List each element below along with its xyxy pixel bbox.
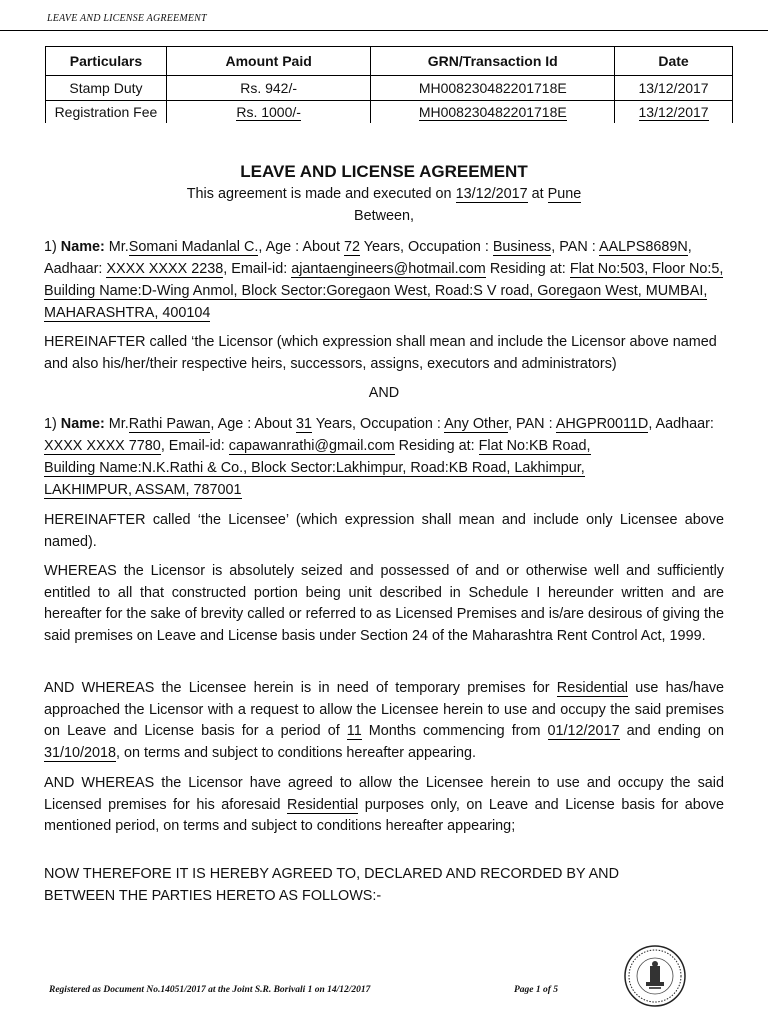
licensor-age: 72 <box>344 239 361 255</box>
table-cell: Rs. 942/- <box>166 76 371 101</box>
now-therefore-line: NOW THEREFORE IT IS HEREBY AGREED TO, DECLARED AND RECORDED BY AND <box>44 866 619 882</box>
table-cell: Stamp Duty <box>46 76 167 101</box>
running-header: LEAVE AND LICENSE AGREEMENT <box>47 13 207 24</box>
licensor-occupation: Business <box>492 239 552 255</box>
licensee-aadhaar: XXXX XXXX 7780 <box>44 438 161 454</box>
licensor-email: ajantaengineers@hotmail.com <box>291 261 486 277</box>
clause-text: purposes only, on Leave and License basis for above mentioned period, on terms and subject to conditions hereafter appearing; <box>44 796 725 834</box>
pan-label: , PAN : <box>551 239 596 255</box>
licensee-pan: AHGPR0011D <box>555 416 649 432</box>
occupation-label: Years, Occupation : <box>363 239 489 255</box>
start-date: 01/12/2017 <box>547 723 620 739</box>
licensee-block <box>44 413 724 501</box>
intro-line <box>44 184 724 206</box>
column-header: Amount Paid <box>166 47 371 76</box>
agreement-title: LEAVE AND LICENSE AGREEMENT <box>240 162 528 181</box>
whereas-clause-1: WHEREAS the Licensor is absolutely seized and possessed of and or otherwise well and sufficiently entitled to all that constructed portion being unit described in Schedule I hereunder written and are hereafter for the sake of brevity called or referred to as Licensed Premises and is/are desirous of giving the said premises on Leave and License basis under Section 24 of the Maharashtra Rent Control Act, 1999. <box>44 563 724 644</box>
table-cell-value: Rs. 1000/- <box>236 104 301 120</box>
column-header: Particulars <box>46 47 167 76</box>
email-label: , Email-id: <box>223 261 288 277</box>
licensee-age: 31 <box>296 416 313 432</box>
intro-prefix: This agreement is made and executed on <box>186 186 452 202</box>
now-therefore-line: BETWEEN THE PARTIES HERETO AS FOLLOWS:- <box>44 887 382 904</box>
licensor-pan: AALPS8689N <box>598 239 688 255</box>
name-label: Name: <box>60 239 105 255</box>
license-period: 11 <box>346 723 362 739</box>
name-label: Name: <box>60 416 105 432</box>
residing-label: Residing at: <box>489 261 566 277</box>
table-cell <box>166 101 371 124</box>
table-row <box>46 76 733 101</box>
clause-text: AND WHEREAS the Licensor have agreed to allow the Licensee herein to use and occupy the said Licensed premises for his aforesaid <box>44 775 724 813</box>
between-label: Between, <box>353 208 414 224</box>
clause-text: use has/have approached the Licensor with a request to allow the Licensee herein to use and occupy the said premises on Leave and License basis for a period of <box>44 680 725 739</box>
table-cell-value: MH008230482201718E <box>418 104 567 120</box>
licensee-address-line: Flat No:KB Road, <box>478 438 591 454</box>
licensee-occupation: Any Other <box>444 416 509 432</box>
party-number: 1) <box>44 239 57 255</box>
aadhaar-label: , Aadhaar: <box>44 239 692 277</box>
party-number: 1) <box>44 416 57 432</box>
clause-text: , on terms and subject to conditions hereafter appearing. <box>116 744 477 761</box>
email-label: , Email-id: <box>160 438 225 454</box>
now-therefore <box>44 864 724 907</box>
name-title: Mr. <box>108 416 129 432</box>
and-label: AND <box>368 385 400 401</box>
end-date: 31/10/2018 <box>44 744 117 761</box>
purpose: Residential <box>287 796 359 813</box>
licensee-name: Rathi Pawan <box>128 416 211 432</box>
clause-text: Months commencing from <box>368 723 541 739</box>
licensor-address: Flat No:503, Floor No:5, Building Name:D-Wing Anmol, Block Sector:Goregaon West, Road:S V road, Goregaon West, MUMBAI, MAHARASHTRA, 400104 <box>44 261 724 321</box>
licensor-name: Somani Madanlal C. <box>128 239 259 255</box>
whereas-clause-3 <box>44 773 724 838</box>
name-title: Mr. <box>108 239 129 255</box>
table-cell: 13/12/2017 <box>615 76 733 101</box>
pan-label: , PAN : <box>508 416 553 432</box>
page-number: Page 1 of 5 <box>514 985 559 995</box>
occupation-label: Years, Occupation : <box>315 416 441 432</box>
aadhaar-label: , Aadhaar: <box>648 416 714 432</box>
whereas-clause-2 <box>44 678 724 764</box>
age-label: , Age : About <box>210 416 293 432</box>
table-cell: MH008230482201718E <box>371 76 615 101</box>
licensee-address-line: Building Name:N.K.Rathi & Co., Block Sector:Lakhimpur, Road:KB Road, Lakhimpur, <box>44 460 585 476</box>
age-label: , Age : About <box>258 239 340 255</box>
column-header: GRN/Transaction Id <box>371 47 615 76</box>
at-word: at <box>531 186 544 202</box>
clause-text: and ending on <box>626 723 724 739</box>
exec-place: Pune <box>547 186 582 202</box>
exec-date: 13/12/2017 <box>455 186 528 202</box>
licensee-email: capawanrathi@gmail.com <box>228 438 395 454</box>
column-header: Date <box>615 47 733 76</box>
table-cell: Registration Fee <box>46 101 167 124</box>
residing-label: Residing at: <box>398 438 475 454</box>
table-row <box>46 101 733 124</box>
registration-footer: Registered as Document No.14051/2017 at the Joint S.R. Borivali 1 on 14/12/2017 <box>49 985 371 995</box>
table-cell <box>371 101 615 124</box>
purpose: Residential <box>556 680 628 696</box>
table-cell <box>615 101 733 124</box>
fees-table <box>45 46 733 123</box>
licensee-address-line: LAKHIMPUR, ASSAM, 787001 <box>44 482 242 498</box>
header-rule <box>0 30 768 31</box>
table-header-row <box>46 47 733 76</box>
licensee-hereinafter: HEREINAFTER called ‘the Licensee’ (which expression shall mean and include only Licensee above named). <box>44 512 724 550</box>
clause-text: AND WHEREAS the Licensee herein is in need of temporary premises for <box>44 680 550 696</box>
official-seal-icon <box>623 944 687 1008</box>
licensor-hereinafter: HEREINAFTER called ‘the Licensor (which expression shall mean and include the Licensor above named and also his/her/their respective heirs, successors, assigns, executors and administrators) <box>44 334 717 372</box>
table-cell-value: 13/12/2017 <box>638 104 709 120</box>
licensor-block <box>44 236 724 324</box>
licensor-aadhaar: XXXX XXXX 2238 <box>106 261 224 277</box>
